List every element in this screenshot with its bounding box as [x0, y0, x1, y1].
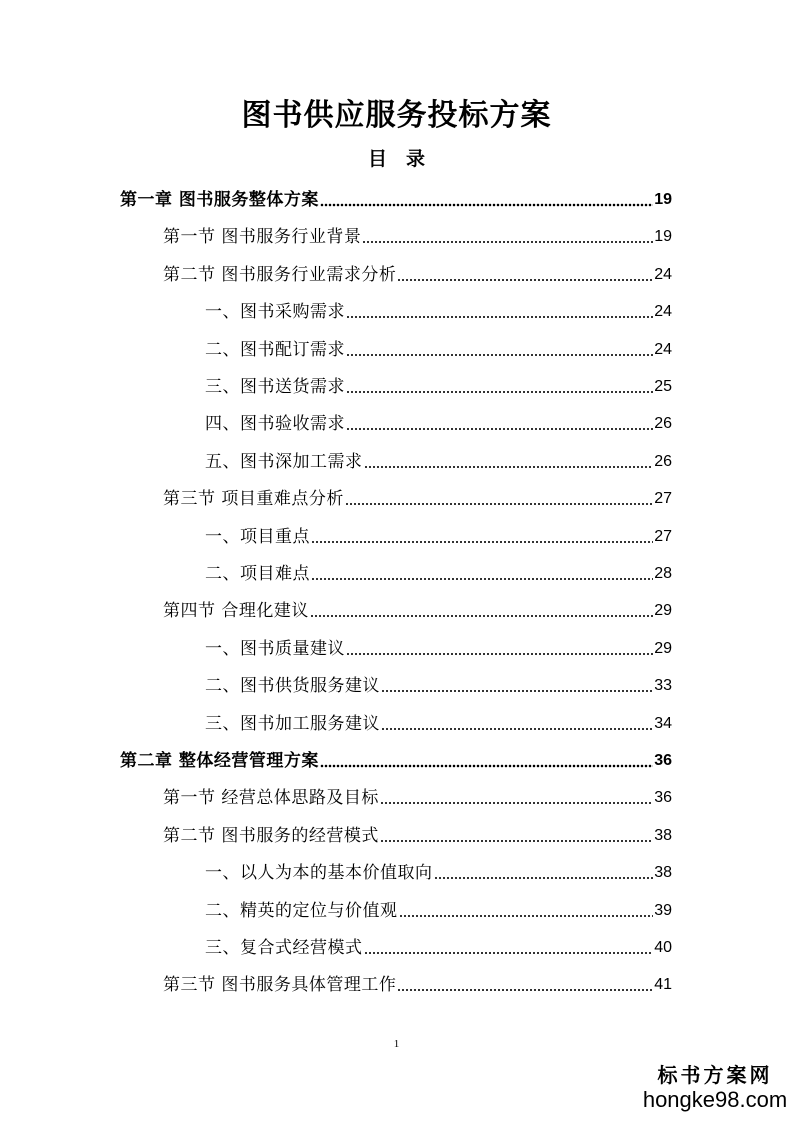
watermark-site-name: 标书方案网	[657, 1063, 773, 1087]
toc-entry[interactable]	[205, 521, 672, 549]
toc-entry-label: 一、项目重点	[205, 527, 310, 547]
toc-dot-leader	[434, 876, 654, 880]
toc-entry-page: 25	[654, 378, 672, 395]
toc-entry-label: 一、图书质量建议	[205, 639, 345, 659]
toc-dot-leader	[380, 839, 653, 843]
toc-entry-label: 二、图书供货服务建议	[205, 676, 380, 696]
toc-dot-leader	[310, 614, 653, 618]
toc-entry[interactable]	[163, 820, 672, 848]
toc-entry[interactable]	[120, 184, 672, 212]
toc-entry[interactable]	[205, 932, 672, 960]
toc-entry-page: 19	[654, 191, 672, 208]
toc-entry-page: 40	[654, 939, 672, 956]
toc-entry[interactable]	[163, 259, 672, 287]
watermark	[640, 1062, 790, 1118]
toc-entry-label: 四、图书验收需求	[205, 414, 345, 434]
toc-dot-leader	[311, 540, 653, 544]
toc-entry-label: 三、图书加工服务建议	[205, 714, 380, 734]
toc-entry-page: 36	[654, 789, 672, 806]
toc-dot-leader	[397, 278, 653, 282]
toc-entry-page: 38	[654, 864, 672, 881]
toc-entry-label: 第二章 整体经营管理方案	[120, 751, 319, 771]
toc-entry-label: 一、以人为本的基本价值取向	[205, 863, 433, 883]
toc-entry-page: 28	[654, 565, 672, 582]
toc-entry[interactable]	[163, 782, 672, 810]
toc-entry-label: 第四节 合理化建议	[163, 601, 309, 621]
toc-dot-leader	[364, 465, 654, 469]
toc-dot-leader	[320, 764, 653, 768]
toc-dot-leader	[346, 652, 653, 656]
toc-entry-page: 27	[654, 528, 672, 545]
toc-dot-leader	[362, 240, 653, 244]
toc-dot-leader	[381, 727, 653, 731]
toc-entry-page: 34	[654, 715, 672, 732]
toc-entry[interactable]	[205, 558, 672, 586]
toc-entry-page: 39	[654, 902, 672, 919]
toc-entry[interactable]	[120, 745, 672, 773]
toc-entry[interactable]	[205, 708, 672, 736]
toc-entry-page: 36	[654, 752, 672, 769]
toc-entry-label: 二、精英的定位与价值观	[205, 901, 398, 921]
toc-entry-label: 第二节 图书服务行业需求分析	[163, 265, 397, 285]
document-title: 图书供应服务投标方案	[241, 98, 552, 133]
toc-entry[interactable]	[205, 334, 672, 362]
toc-dot-leader	[320, 203, 653, 207]
page-number: 1	[393, 1038, 400, 1050]
toc-dot-leader	[311, 577, 653, 581]
toc-entry-label: 第二节 图书服务的经营模式	[163, 826, 379, 846]
toc-dot-leader	[380, 801, 653, 805]
toc-entry-page: 24	[654, 341, 672, 358]
toc-entry[interactable]	[205, 371, 672, 399]
toc-dot-leader	[397, 988, 653, 992]
toc-entry-label: 三、图书送货需求	[205, 377, 345, 397]
toc-entry-label: 第三节 项目重难点分析	[163, 489, 344, 509]
toc-entry-page: 29	[654, 640, 672, 657]
toc-entry[interactable]	[205, 633, 672, 661]
toc-entry-label: 第三节 图书服务具体管理工作	[163, 975, 397, 995]
toc-dot-leader	[346, 353, 653, 357]
toc-entry[interactable]	[205, 895, 672, 923]
toc-entry[interactable]	[163, 595, 672, 623]
toc-dot-leader	[399, 914, 654, 918]
toc-entry-label: 二、项目难点	[205, 564, 310, 584]
toc-entry[interactable]	[163, 221, 672, 249]
toc-heading: 目 录	[367, 148, 425, 170]
toc-entry[interactable]	[205, 408, 672, 436]
toc-dot-leader	[345, 502, 653, 506]
toc-entry-page: 29	[654, 602, 672, 619]
toc-dot-leader	[346, 427, 653, 431]
toc-dot-leader	[346, 390, 653, 394]
toc-entry-page: 19	[654, 228, 672, 245]
toc-entry-label: 五、图书深加工需求	[205, 452, 363, 472]
watermark-url: hongke98.com	[642, 1087, 788, 1112]
toc-entry-label: 第一章 图书服务整体方案	[120, 190, 319, 210]
toc-entry-page: 26	[654, 453, 672, 470]
toc-entry[interactable]	[205, 670, 672, 698]
toc-entry-page: 24	[654, 266, 672, 283]
toc-entry-page: 33	[654, 677, 672, 694]
toc-entry[interactable]	[163, 969, 672, 997]
toc-dot-leader	[364, 951, 654, 955]
toc-entry-page: 38	[654, 827, 672, 844]
toc-entry-page: 27	[654, 490, 672, 507]
toc-entry-label: 第一节 经营总体思路及目标	[163, 788, 379, 808]
toc-dot-leader	[346, 315, 653, 319]
toc-entry-page: 24	[654, 303, 672, 320]
toc-entry-label: 三、复合式经营模式	[205, 938, 363, 958]
toc-dot-leader	[381, 689, 653, 693]
toc-entry-label: 第一节 图书服务行业背景	[163, 227, 362, 247]
toc-entry-label: 一、图书采购需求	[205, 302, 345, 322]
toc-entry[interactable]	[205, 296, 672, 324]
toc-entry-label: 二、图书配订需求	[205, 340, 345, 360]
toc-entry-page: 41	[654, 976, 672, 993]
toc-entry[interactable]	[163, 483, 672, 511]
toc-entry-page: 26	[654, 415, 672, 432]
toc-entry[interactable]	[205, 857, 672, 885]
toc-entry[interactable]	[205, 446, 672, 474]
